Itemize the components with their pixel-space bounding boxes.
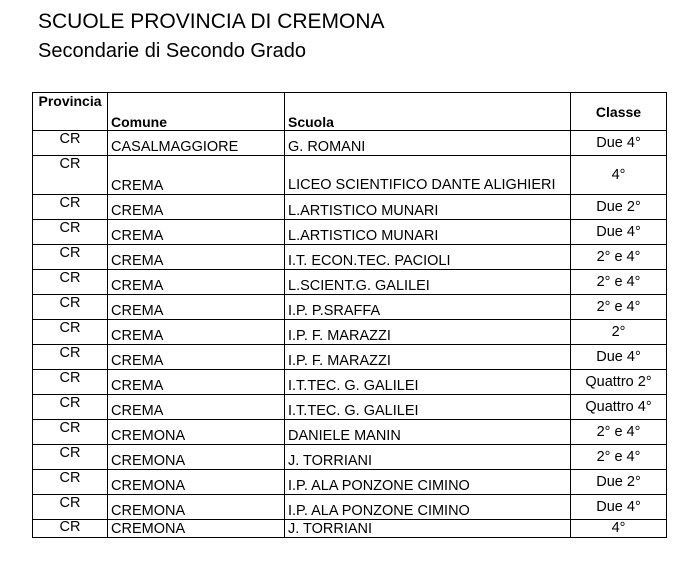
cell-comune: CREMA [108, 295, 285, 320]
cell-comune: CREMA [108, 245, 285, 270]
cell-provincia: CR [33, 245, 108, 270]
header-comune: Comune [108, 93, 285, 131]
cell-comune: CREMA [108, 345, 285, 370]
table-row [33, 245, 667, 270]
header-classe: Classe [571, 93, 667, 131]
cell-classe: 4° [571, 520, 667, 538]
cell-comune: CREMA [108, 320, 285, 345]
cell-comune: CREMONA [108, 445, 285, 470]
cell-scuola: I.T.TEC. G. GALILEI [285, 370, 571, 395]
cell-comune: CREMA [108, 220, 285, 245]
cell-comune: CREMONA [108, 520, 285, 538]
table-row [33, 370, 667, 395]
cell-provincia: CR [33, 395, 108, 420]
cell-provincia: CR [33, 470, 108, 495]
document-subtitle: Secondarie di Secondo Grado [38, 40, 306, 62]
cell-classe: 2° [571, 320, 667, 345]
cell-comune: CREMA [108, 156, 285, 195]
cell-scuola: I.P. ALA PONZONE CIMINO [285, 495, 571, 520]
cell-provincia: CR [33, 295, 108, 320]
cell-scuola: LICEO SCIENTIFICO DANTE ALIGHIERI [285, 156, 571, 195]
cell-provincia: CR [33, 445, 108, 470]
cell-comune: CASALMAGGIORE [108, 131, 285, 156]
cell-comune: CREMA [108, 195, 285, 220]
cell-provincia: CR [33, 270, 108, 295]
cell-classe: 2° e 4° [571, 420, 667, 445]
cell-provincia: CR [33, 156, 108, 195]
cell-classe: 2° e 4° [571, 245, 667, 270]
cell-scuola: J. TORRIANI [285, 445, 571, 470]
table-row [33, 131, 667, 156]
header-scuola: Scuola [285, 93, 571, 131]
table-row [33, 470, 667, 495]
cell-scuola: I.P. ALA PONZONE CIMINO [285, 470, 571, 495]
cell-scuola: G. ROMANI [285, 131, 571, 156]
cell-classe: 2° e 4° [571, 270, 667, 295]
cell-scuola: I.P. F. MARAZZI [285, 320, 571, 345]
cell-comune: CREMA [108, 270, 285, 295]
cell-classe: Due 2° [571, 195, 667, 220]
cell-classe: 4° [571, 156, 667, 195]
cell-scuola: DANIELE MANIN [285, 420, 571, 445]
header-provincia: Provincia [33, 93, 108, 131]
cell-comune: CREMA [108, 395, 285, 420]
cell-provincia: CR [33, 345, 108, 370]
table-row [33, 220, 667, 245]
cell-provincia: CR [33, 220, 108, 245]
cell-comune: CREMONA [108, 495, 285, 520]
cell-classe: 2° e 4° [571, 295, 667, 320]
cell-classe: Due 4° [571, 220, 667, 245]
schools-table [32, 92, 667, 538]
cell-classe: Due 2° [571, 470, 667, 495]
table-row [33, 295, 667, 320]
cell-comune: CREMONA [108, 420, 285, 445]
cell-provincia: CR [33, 520, 108, 538]
cell-scuola: L.ARTISTICO MUNARI [285, 195, 571, 220]
cell-comune: CREMONA [108, 470, 285, 495]
cell-classe: Due 4° [571, 495, 667, 520]
cell-scuola: I.T.TEC. G. GALILEI [285, 395, 571, 420]
cell-comune: CREMA [108, 370, 285, 395]
table-row [33, 270, 667, 295]
table-row [33, 195, 667, 220]
table-row [33, 395, 667, 420]
table-row [33, 156, 667, 195]
table-row [33, 345, 667, 370]
cell-classe: Quattro 4° [571, 395, 667, 420]
table-row [33, 420, 667, 445]
cell-classe: Due 4° [571, 131, 667, 156]
table-row [33, 445, 667, 470]
cell-classe: 2° e 4° [571, 445, 667, 470]
cell-scuola: L.ARTISTICO MUNARI [285, 220, 571, 245]
cell-provincia: CR [33, 320, 108, 345]
cell-scuola: J. TORRIANI [285, 520, 571, 538]
document-title: SCUOLE PROVINCIA DI CREMONA [38, 10, 385, 33]
cell-provincia: CR [33, 195, 108, 220]
table-header-row [33, 93, 667, 131]
cell-provincia: CR [33, 420, 108, 445]
cell-scuola: L.SCIENT.G. GALILEI [285, 270, 571, 295]
cell-provincia: CR [33, 370, 108, 395]
table-row [33, 320, 667, 345]
cell-scuola: I.T. ECON.TEC. PACIOLI [285, 245, 571, 270]
table-row [33, 520, 667, 538]
table-row [33, 495, 667, 520]
cell-provincia: CR [33, 495, 108, 520]
cell-provincia: CR [33, 131, 108, 156]
cell-scuola: I.P. F. MARAZZI [285, 345, 571, 370]
cell-classe: Quattro 2° [571, 370, 667, 395]
cell-classe: Due 4° [571, 345, 667, 370]
cell-scuola: I.P. P.SRAFFA [285, 295, 571, 320]
